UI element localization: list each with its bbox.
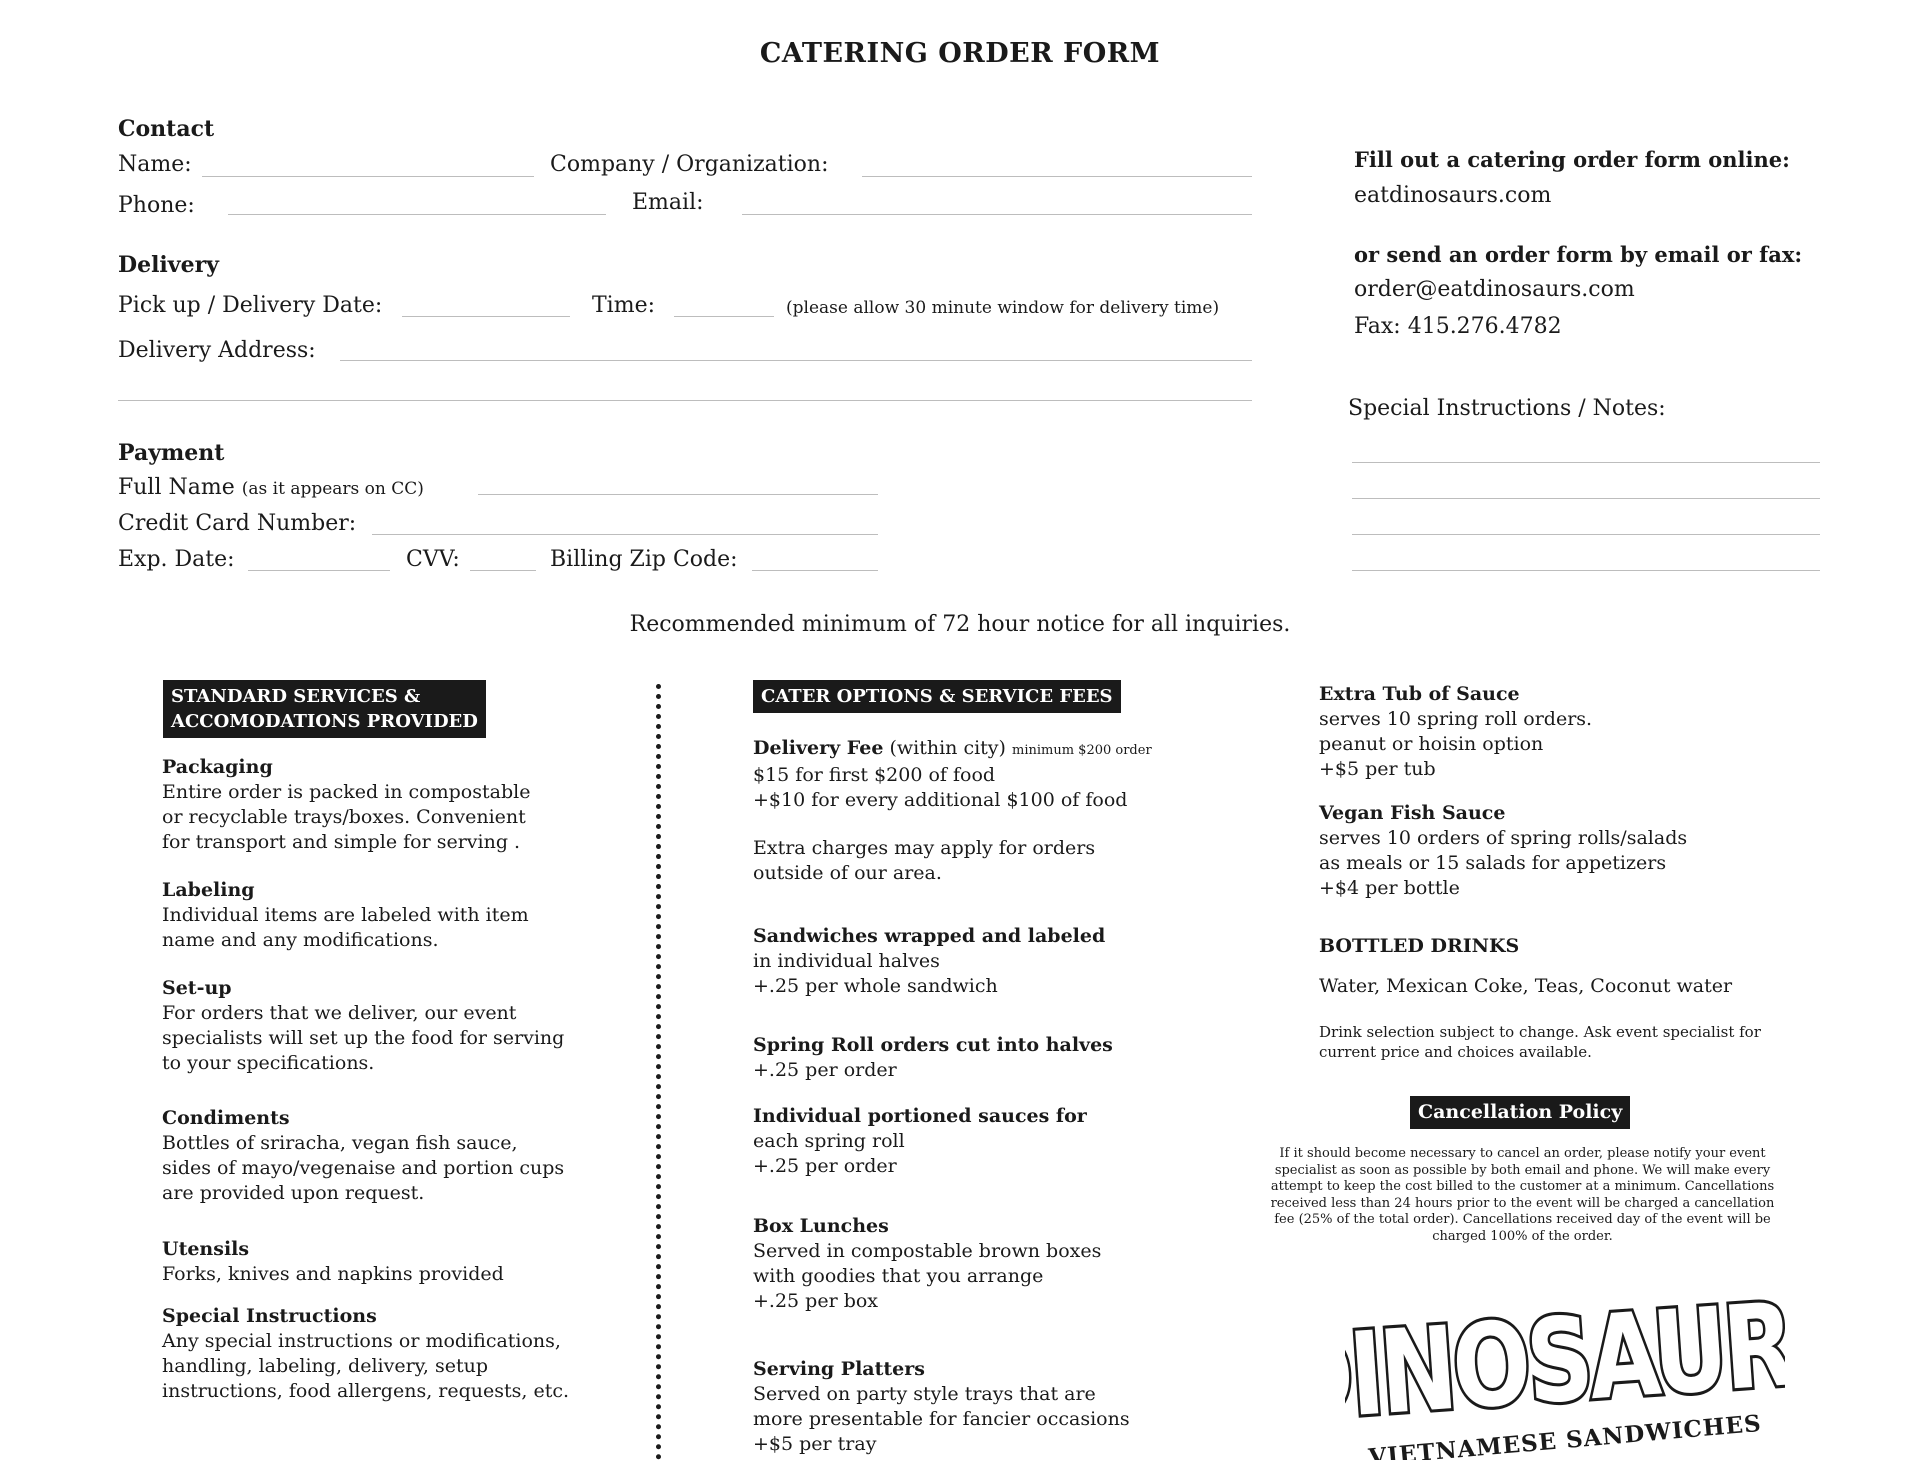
notes-field-line-3[interactable] — [1352, 534, 1820, 535]
item-line: +$5 per tray — [753, 1433, 877, 1455]
delivery-date-field[interactable] — [402, 316, 570, 317]
standard-item-packaging — [162, 755, 530, 855]
item-line: instructions, food allergens, requests, etc. — [162, 1380, 570, 1402]
item-title: Spring Roll orders cut into halves — [753, 1034, 1113, 1056]
item-title: Labeling — [162, 879, 255, 901]
exp-field[interactable] — [248, 570, 390, 571]
item-line: outside of our area. — [753, 862, 942, 884]
cater-item-sauces — [753, 1104, 1087, 1179]
fax-number: Fax: 415.276.4782 — [1354, 314, 1562, 339]
item-line: more presentable for fancier occasions — [753, 1408, 1130, 1430]
fullname-note: (as it appears on CC) — [241, 479, 424, 499]
time-note: (please allow 30 minute window for delivery time) — [786, 298, 1220, 318]
item-title: Utensils — [162, 1238, 250, 1260]
item-line: Served in compostable brown boxes — [753, 1240, 1102, 1262]
logo-tagline: VIETNAMESE SANDWICHES — [1367, 1409, 1763, 1460]
item-line: as meals or 15 salads for appetizers — [1319, 852, 1667, 874]
item-line: +.25 per box — [753, 1290, 879, 1312]
item-title: Set-up — [162, 977, 232, 999]
delivery-fee-block — [753, 736, 1152, 813]
standard-item-special-instructions — [162, 1304, 569, 1404]
logo-wordmark-svg — [1345, 1290, 1785, 1460]
item-line: +.25 per order — [753, 1155, 897, 1177]
item-line: in individual halves — [753, 950, 940, 972]
item-line: +$5 per tub — [1319, 758, 1436, 780]
contact-heading: Contact — [118, 116, 215, 142]
fullname-field[interactable] — [478, 494, 878, 495]
item-line: +.25 per order — [753, 1059, 897, 1081]
standard-item-labeling — [162, 878, 529, 953]
item-line: +$4 per bottle — [1319, 877, 1460, 899]
online-heading: Fill out a catering order form online: — [1354, 147, 1790, 172]
email-field[interactable] — [742, 214, 1252, 215]
standard-item-setup — [162, 976, 564, 1076]
cancellation-line: charged 100% of the order. — [1432, 1228, 1613, 1244]
company-field[interactable] — [862, 176, 1252, 177]
zip-label: Billing Zip Code: — [550, 547, 738, 572]
extra-charges-block — [753, 836, 1095, 886]
address-label: Delivery Address: — [118, 338, 316, 363]
item-line: are provided upon request. — [162, 1182, 425, 1204]
item-title: Extra Tub of Sauce — [1319, 683, 1520, 705]
cancellation-line: received less than 24 hours prior to the event will be charged a cancellation — [1270, 1195, 1775, 1211]
delivery-heading: Delivery — [118, 252, 219, 278]
address-field[interactable] — [340, 360, 1252, 361]
cancellation-line: If it should become necessary to cancel an order, please notify your event — [1279, 1146, 1766, 1161]
item-title: Sandwiches wrapped and labeled — [753, 925, 1106, 947]
delivery-fee-title: Delivery Fee — [753, 737, 884, 759]
cater-item-box-lunches — [753, 1214, 1101, 1314]
name-field[interactable] — [202, 176, 534, 177]
item-line: with goodies that you arrange — [753, 1265, 1044, 1287]
dotted-divider — [656, 684, 661, 1460]
zip-field[interactable] — [752, 570, 878, 571]
email-label: Email: — [632, 190, 704, 215]
website-link[interactable]: eatdinosaurs.com — [1354, 183, 1552, 208]
item-line: serves 10 spring roll orders. — [1319, 708, 1593, 730]
drinks-note-line: current price and choices available. — [1319, 1043, 1592, 1061]
notes-label: Special Instructions / Notes: — [1348, 396, 1666, 421]
cancellation-line: attempt to keep the cost billed to the customer at a minimum. Cancellations — [1270, 1179, 1775, 1194]
notes-field-line-2[interactable] — [1352, 498, 1820, 499]
notes-field-line-4[interactable] — [1352, 570, 1820, 571]
notice-text: Recommended minimum of 72 hour notice for all inquiries. — [629, 612, 1291, 637]
logo-name: DINOSAURS — [1345, 1290, 1785, 1448]
name-label: Name: — [118, 152, 192, 177]
item-line: sides of mayo/vegenaise and portion cups — [162, 1157, 565, 1179]
cater-item-sandwiches — [753, 924, 1105, 999]
page-title: CATERING ORDER FORM — [759, 38, 1161, 69]
cvv-field[interactable] — [470, 570, 536, 571]
payment-heading: Payment — [118, 440, 225, 466]
item-line: to your specifications. — [162, 1052, 375, 1074]
cancellation-text — [1250, 1146, 1795, 1245]
item-line: Extra charges may apply for orders — [753, 837, 1096, 859]
drinks-note-line: Drink selection subject to change. Ask event specialist for — [1319, 1023, 1761, 1041]
notes-field-line-1[interactable] — [1352, 462, 1820, 463]
fullname-label — [118, 475, 424, 500]
standard-item-utensils — [162, 1237, 504, 1287]
order-email-link[interactable]: order@eatdinosaurs.com — [1354, 277, 1635, 302]
item-line: For orders that we deliver, our event — [162, 1002, 517, 1024]
standard-heading-line-2: ACCOMODATIONS PROVIDED — [171, 711, 478, 732]
cc-field[interactable] — [372, 534, 878, 535]
exp-label: Exp. Date: — [118, 547, 235, 572]
item-line: +$10 for every additional $100 of food — [753, 789, 1128, 811]
phone-field[interactable] — [228, 214, 606, 215]
delivery-fee-title-row — [753, 736, 1152, 763]
time-field[interactable] — [674, 316, 774, 317]
item-line: peanut or hoisin option — [1319, 733, 1544, 755]
phone-label: Phone: — [118, 193, 195, 218]
delivery-fee-note: (within city) — [889, 737, 1006, 759]
item-line: specialists will set up the food for serving — [162, 1027, 565, 1049]
item-title: Vegan Fish Sauce — [1319, 802, 1506, 824]
item-line: or recyclable trays/boxes. Convenient — [162, 806, 526, 828]
cancellation-line: fee (25% of the total order). Cancellations received day of the event will be — [1274, 1212, 1771, 1227]
item-line: each spring roll — [753, 1130, 905, 1152]
dinosaurs-logo — [1345, 1290, 1785, 1464]
item-title: Box Lunches — [753, 1215, 889, 1237]
item-line: $15 for first $200 of food — [753, 764, 996, 786]
item-title: Individual portioned sauces for — [753, 1105, 1087, 1127]
bottled-drinks-heading: BOTTLED DRINKS — [1319, 935, 1520, 957]
item-title: Special Instructions — [162, 1305, 377, 1327]
delivery-date-label: Pick up / Delivery Date: — [118, 293, 383, 318]
item-line: Bottles of sriracha, vegan fish sauce, — [162, 1132, 518, 1154]
cater-item-spring-rolls — [753, 1033, 1113, 1083]
item-line: Served on party style trays that are — [753, 1383, 1096, 1405]
item-title: Condiments — [162, 1107, 290, 1129]
item-line: serves 10 orders of spring rolls/salads — [1319, 827, 1688, 849]
cater-item-serving-platters — [753, 1357, 1130, 1457]
extra-item-vegan-fish-sauce — [1319, 801, 1687, 901]
item-line: Any special instructions or modifications, — [162, 1330, 561, 1352]
bottled-drinks-list: Water, Mexican Coke, Teas, Coconut water — [1319, 975, 1733, 997]
cater-options-heading: CATER OPTIONS & SERVICE FEES — [753, 680, 1121, 713]
item-line: +.25 per whole sandwich — [753, 975, 998, 997]
item-line: for transport and simple for serving . — [162, 831, 521, 853]
item-line: name and any modifications. — [162, 929, 439, 951]
cc-label: Credit Card Number: — [118, 511, 357, 536]
standard-heading-line-1: STANDARD SERVICES & — [171, 686, 421, 707]
item-title: Packaging — [162, 756, 273, 778]
item-line: handling, labeling, delivery, setup — [162, 1355, 488, 1377]
item-line: Individual items are labeled with item — [162, 904, 529, 926]
item-line: Entire order is packed in compostable — [162, 781, 531, 803]
time-label: Time: — [592, 293, 656, 318]
cvv-label: CVV: — [406, 547, 460, 572]
delivery-fee-min: minimum $200 order — [1012, 743, 1152, 758]
fullname-label-text: Full Name — [118, 475, 235, 500]
cancellation-heading: Cancellation Policy — [1410, 1096, 1630, 1129]
standard-item-condiments — [162, 1106, 564, 1206]
email-fax-heading: or send an order form by email or fax: — [1354, 242, 1803, 267]
item-line: Forks, knives and napkins provided — [162, 1263, 504, 1285]
drinks-note — [1319, 1022, 1761, 1062]
company-label: Company / Organization: — [550, 152, 829, 177]
cancellation-line: specialist as soon as possible by both email and phone. We will make every — [1274, 1162, 1771, 1178]
standard-services-heading — [163, 680, 486, 738]
extra-item-sauce-tub — [1319, 682, 1592, 782]
address-field-line-2[interactable] — [118, 400, 1252, 401]
item-title: Serving Platters — [753, 1358, 925, 1380]
